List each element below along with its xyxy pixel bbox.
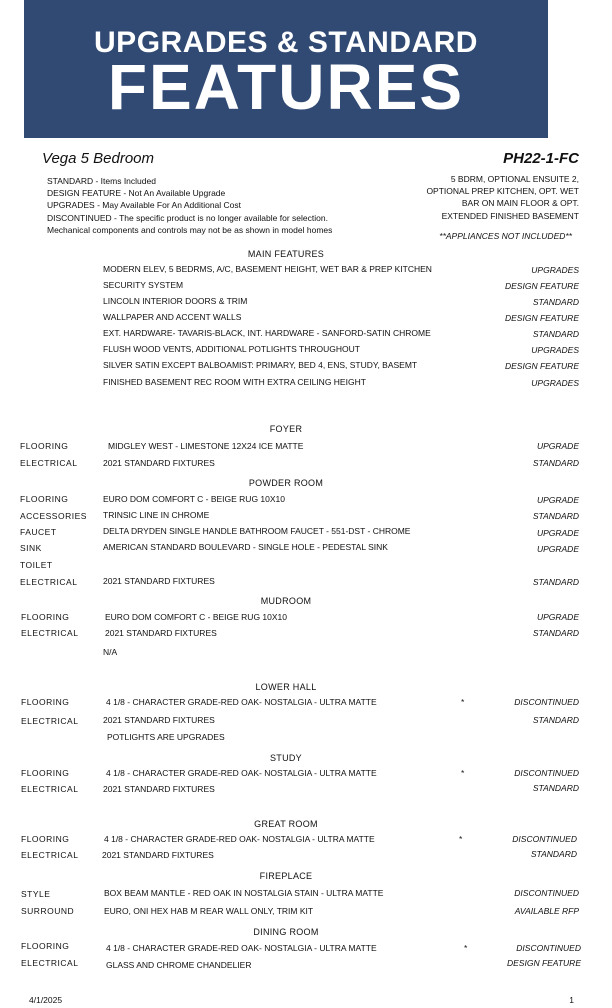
banner-title-line1: UPGRADES & STANDARD	[94, 26, 478, 59]
feature-status: UPGRADES	[531, 265, 579, 275]
row-label: FLOORING	[21, 612, 70, 622]
row-status: AVAILABLE RFP	[514, 906, 579, 916]
row-status: DISCONTINUED	[514, 888, 579, 898]
row-label: FLOORING	[21, 834, 70, 844]
row-label: SURROUND	[21, 906, 75, 916]
row-status: UPGRADE	[536, 528, 579, 538]
feature-status: DESIGN FEATURE	[505, 281, 579, 291]
row-label: FLOORING	[21, 768, 70, 778]
legend-item: Mechanical components and controls may not be as shown in model homes	[47, 224, 333, 235]
row-status: STANDARD	[532, 511, 579, 521]
asterisk-marker: *	[459, 834, 463, 844]
section-title-lower-hall: LOWER HALL	[255, 682, 317, 692]
row-status: UPGRADE	[536, 441, 579, 451]
row-label: FLOORING	[20, 494, 69, 504]
row-status: STANDARD	[532, 458, 579, 468]
row-label: ELECTRICAL	[20, 577, 78, 587]
feature-status: DESIGN FEATURE	[505, 313, 579, 323]
row-value: EURO, ONI HEX HAB M REAR WALL ONLY, TRIM KIT	[104, 906, 314, 916]
feature-text: FINISHED BASEMENT REC ROOM WITH EXTRA CEILING HEIGHT	[103, 377, 366, 387]
row-value: 2021 STANDARD FIXTURES	[103, 458, 215, 468]
row-status: STANDARD	[532, 577, 579, 587]
row-label: FLOORING	[21, 941, 70, 951]
footer-date: 4/1/2025	[29, 995, 63, 1005]
row-label: ELECTRICAL	[21, 850, 79, 860]
row-status: STANDARD	[532, 715, 579, 725]
row-value: 4 1/8 - CHARACTER GRADE-RED OAK- NOSTALGIA - ULTRA MATTE	[106, 943, 377, 953]
row-status: UPGRADE	[536, 612, 579, 622]
legend-item: STANDARD - Items Included	[47, 176, 156, 186]
section-title-main-features: MAIN FEATURES	[247, 249, 325, 259]
row-label: ACCESSORIES	[20, 511, 87, 521]
feature-text: WALLPAPER AND ACCENT WALLS	[103, 312, 242, 322]
row-label: FLOORING	[21, 697, 70, 707]
feature-text: SILVER SATIN EXCEPT BALBOAMIST: PRIMARY, BED 4, ENS, STUDY, BASEMT	[103, 360, 418, 370]
plan-description-line: EXTENDED FINISHED BASEMENT	[441, 210, 579, 221]
row-status: UPGRADE	[536, 544, 579, 554]
row-label: ELECTRICAL	[21, 958, 79, 968]
row-label: ELECTRICAL	[20, 458, 78, 468]
appliances-note: **APPLIANCES NOT INCLUDED**	[439, 231, 572, 241]
legend-item: UPGRADES - May Available For An Additional Cost	[47, 200, 242, 211]
plan-description	[426, 173, 579, 222]
row-status: STANDARD	[532, 783, 579, 793]
row-value: 2021 STANDARD FIXTURES	[105, 628, 217, 638]
row-status: DISCONTINUED	[514, 697, 579, 707]
row-value: 4 1/8 - CHARACTER GRADE-RED OAK- NOSTALGIA - ULTRA MATTE	[104, 834, 375, 844]
room-note: N/A	[103, 647, 118, 657]
plan-description-line: BAR ON MAIN FLOOR & OPT.	[461, 198, 579, 209]
feature-status: STANDARD	[532, 329, 579, 339]
section-title-mudroom: MUDROOM	[260, 596, 312, 606]
row-label: FLOORING	[20, 441, 69, 451]
row-label: FAUCET	[20, 527, 57, 537]
row-status: DISCONTINUED	[516, 943, 581, 953]
banner-title-line2: FEATURES	[107, 51, 465, 123]
row-label: ELECTRICAL	[21, 716, 79, 726]
feature-text: SECURITY SYSTEM	[103, 280, 184, 290]
feature-status: DESIGN FEATURE	[505, 361, 579, 371]
row-label: STYLE	[21, 889, 51, 899]
section-title-study: STUDY	[269, 753, 302, 763]
row-label: ELECTRICAL	[21, 628, 79, 638]
asterisk-marker: *	[461, 697, 465, 707]
section-title-dining-room: DINING ROOM	[253, 927, 319, 937]
row-value: 2021 STANDARD FIXTURES	[102, 850, 214, 860]
room-note: POTLIGHTS ARE UPGRADES	[107, 732, 225, 742]
page-number: 1	[569, 995, 574, 1005]
header-banner	[24, 0, 548, 138]
row-value: 4 1/8 - CHARACTER GRADE-RED OAK- NOSTALGIA - ULTRA MATTE	[106, 768, 377, 778]
row-label: ELECTRICAL	[21, 784, 79, 794]
row-value: 2021 STANDARD FIXTURES	[103, 576, 215, 586]
row-value: 2021 STANDARD FIXTURES	[103, 715, 215, 725]
asterisk-marker: *	[461, 768, 465, 778]
feature-status: UPGRADES	[531, 345, 579, 355]
feature-status: STANDARD	[532, 297, 579, 307]
row-status: UPGRADE	[536, 495, 579, 505]
plan-description-line: 5 BDRM, OPTIONAL ENSUITE 2,	[450, 174, 579, 184]
row-status: DISCONTINUED	[514, 768, 579, 778]
row-value: DELTA DRYDEN SINGLE HANDLE BATHROOM FAUCET - 551-DST - CHROME	[103, 526, 411, 536]
row-status: DISCONTINUED	[512, 834, 577, 844]
section-title-great-room: GREAT ROOM	[254, 819, 318, 829]
row-value: EURO DOM COMFORT C - BEIGE RUG 10X10	[103, 494, 285, 504]
plan-code: PH22-1-FC	[503, 150, 579, 167]
feature-text: EXT. HARDWARE- TAVARIS-BLACK, INT. HARDWARE - SANFORD-SATIN CHROME	[103, 328, 431, 338]
row-status: STANDARD	[530, 849, 577, 859]
feature-text: MODERN ELEV, 5 BEDRMS, A/C, BASEMENT HEIGHT, WET BAR & PREP KITCHEN	[103, 264, 432, 274]
section-title-powder-room: POWDER ROOM	[248, 478, 324, 488]
legend-item: DESIGN FEATURE - Not An Available Upgrade	[47, 188, 226, 199]
row-value: AMERICAN STANDARD BOULEVARD - SINGLE HOLE - PEDESTAL SINK	[103, 542, 388, 552]
plan-description-line: OPTIONAL PREP KITCHEN, OPT. WET	[426, 186, 579, 197]
row-value: 2021 STANDARD FIXTURES	[103, 784, 215, 794]
feature-status: UPGRADES	[531, 378, 579, 388]
row-value: 4 1/8 - CHARACTER GRADE-RED OAK- NOSTALGIA - ULTRA MATTE	[106, 697, 377, 707]
row-value: EURO DOM COMFORT C - BEIGE RUG 10X10	[105, 612, 287, 622]
row-status: STANDARD	[532, 628, 579, 638]
row-status: DESIGN FEATURE	[507, 958, 581, 968]
model-name: Vega 5 Bedroom	[42, 150, 155, 167]
row-label: TOILET	[20, 560, 53, 570]
row-value: TRINSIC LINE IN CHROME	[103, 510, 210, 520]
row-value: BOX BEAM MANTLE - RED OAK IN NOSTALGIA STAIN - ULTRA MATTE	[104, 888, 384, 898]
legend-item: DISCONTINUED - The specific product is no longer available for selection.	[47, 212, 328, 223]
asterisk-marker: *	[464, 943, 468, 953]
row-label: SINK	[20, 543, 42, 553]
feature-text: FLUSH WOOD VENTS, ADDITIONAL POTLIGHTS THROUGHOUT	[103, 344, 360, 354]
row-value: MIDGLEY WEST - LIMESTONE 12X24 ICE MATTE	[108, 441, 304, 451]
row-value: GLASS AND CHROME CHANDELIER	[106, 960, 252, 970]
section-title-fireplace: FIREPLACE	[259, 871, 313, 881]
section-title-foyer: FOYER	[269, 424, 303, 434]
legend	[47, 175, 332, 236]
feature-text: LINCOLN INTERIOR DOORS & TRIM	[103, 296, 248, 306]
